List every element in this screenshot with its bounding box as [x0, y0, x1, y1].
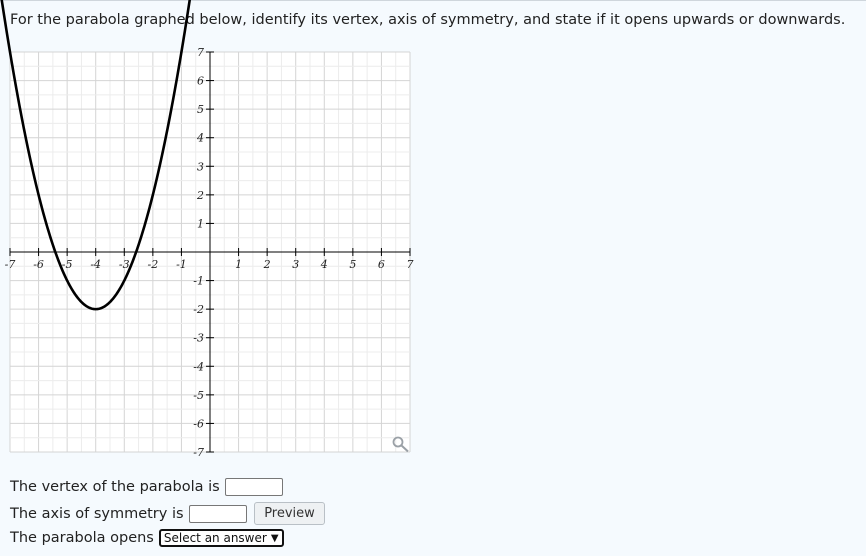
y-tick-label: 7 — [197, 46, 204, 59]
x-tick-label: -6 — [33, 258, 44, 271]
x-tick-label: 7 — [406, 258, 414, 271]
opens-label: The parabola opens — [10, 530, 154, 546]
y-tick-label: 1 — [197, 217, 204, 231]
y-tick-label: -1 — [193, 274, 204, 288]
vertex-row — [10, 478, 283, 496]
opens-select-value: Select an answer — [163, 531, 267, 545]
y-tick-label: 5 — [197, 103, 204, 117]
vertex-input[interactable] — [225, 478, 283, 496]
opens-row — [10, 529, 284, 547]
x-tick-label: -1 — [176, 258, 187, 271]
y-tick-label: 6 — [197, 74, 204, 88]
vertex-label: The vertex of the parabola is — [10, 479, 220, 495]
y-tick-label: 3 — [197, 160, 204, 174]
x-tick-label: -3 — [118, 258, 130, 271]
y-tick-label: -5 — [193, 388, 204, 402]
x-tick-label: -4 — [90, 258, 102, 271]
x-tick-label: 5 — [349, 258, 357, 271]
y-tick-label: -2 — [193, 303, 204, 317]
y-tick-label: -4 — [193, 360, 204, 374]
opens-select[interactable] — [159, 529, 284, 547]
top-divider — [0, 0, 866, 1]
x-tick-label: -5 — [61, 258, 73, 271]
axis-row — [10, 505, 247, 523]
x-tick-label: 6 — [377, 258, 385, 271]
x-tick-label: 4 — [320, 258, 328, 271]
y-tick-label: -7 — [193, 446, 204, 459]
y-tick-label: -6 — [193, 417, 204, 431]
axis-label: The axis of symmetry is — [10, 506, 184, 522]
chevron-down-icon: ▼ — [270, 532, 279, 544]
y-tick-label: 4 — [197, 131, 204, 145]
question-text: For the parabola graphed below, identify its vertex, axis of symmetry, and state if it opens upwards or downwards. — [10, 12, 846, 28]
x-tick-label: 2 — [263, 258, 271, 271]
x-tick-label: -7 — [4, 258, 16, 271]
axis-input[interactable] — [189, 505, 247, 523]
parabola-graph — [4, 46, 414, 459]
y-tick-label: 2 — [197, 188, 204, 202]
x-tick-label: 1 — [235, 258, 243, 271]
y-tick-label: -3 — [193, 331, 204, 345]
x-tick-label: 3 — [292, 258, 300, 271]
graph-svg — [4, 46, 414, 459]
x-tick-label: -2 — [147, 258, 159, 271]
preview-button[interactable]: Preview — [254, 502, 325, 525]
